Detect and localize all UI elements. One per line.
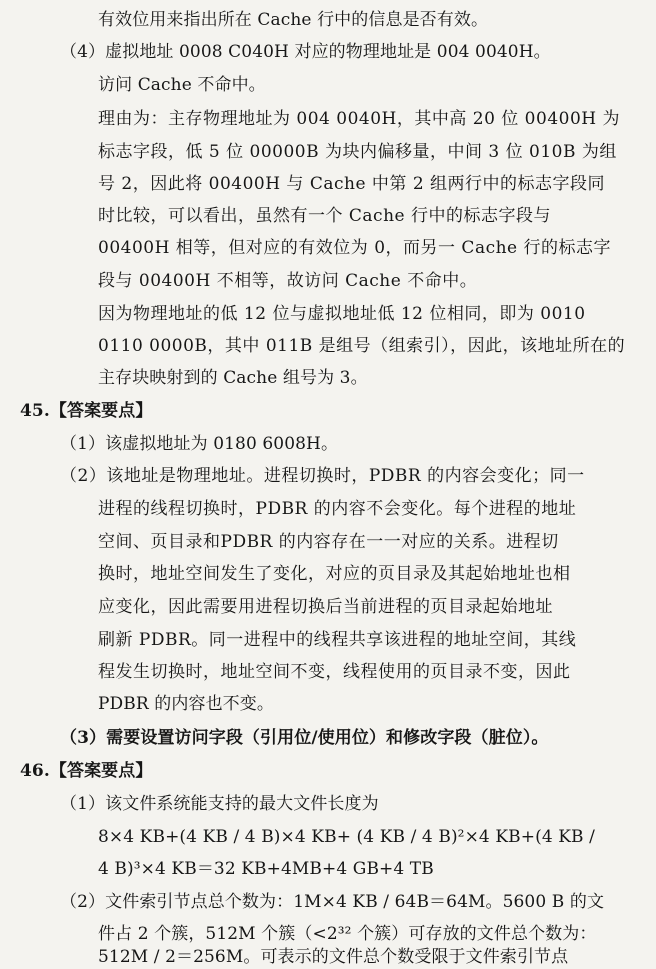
answer-45-heading: 45.【答案要点】 [20, 401, 153, 421]
text-line-18: 换时，地址空间发生了变化，对应的页目录及其起始地址也相 [98, 564, 571, 584]
text-line-1: 有效位用来指出所在 Cache 行中的信息是否有效。 [98, 10, 489, 30]
answer-45-item-2: （2）该地址是物理地址。进程切换时，PDBR 的内容会变化；同一 [60, 466, 585, 486]
text-line-17: 空间、页目录和PDBR 的内容存在一一对应的关系。进程切 [98, 532, 559, 552]
text-line-6: 号 2，因此将 00400H 与 Cache 中第 2 组两行中的标志字段同 [98, 174, 606, 194]
text-line-30: 512M / 2＝256M。可表示的文件总个数受限于文件索引节点 [98, 947, 569, 967]
answer-46-heading: 46.【答案要点】 [20, 761, 153, 781]
formula-line-2: 4 B)³×4 KB＝32 KB+4MB+4 GB+4 TB [98, 859, 434, 879]
item-4-heading: （4）虚拟地址 0008 C040H 对应的物理地址是 004 0040H。 [60, 42, 551, 62]
text-line-7: 时比较，可以看出，虽然有一个 Cache 行中的标志字段与 [98, 206, 551, 226]
text-line-16: 进程的线程切换时，PDBR 的内容不会变化。每个进程的地址 [98, 499, 577, 519]
text-line-4: 理由为：主存物理地址为 004 0040H，其中高 20 位 00400H 为 [98, 109, 620, 129]
text-line-21: 程发生切换时，地址空间不变，线程使用的页目录不变，因此 [98, 662, 571, 682]
text-line-20: 刷新 PDBR。同一进程中的线程共享该进程的地址空间，其线 [98, 630, 577, 650]
text-line-22: PDBR 的内容也不变。 [98, 694, 274, 714]
answer-45-item-1: （1）该虚拟地址为 0180 6008H。 [60, 434, 339, 454]
text-line-29: 件占 2 个簇，512M 个簇（<2³² 个簇）可存放的文件总个数为： [98, 924, 597, 944]
formula-line-1: 8×4 KB+(4 KB / 4 B)×4 KB+ (4 KB / 4 B)²×4 KB+(4 KB / [98, 827, 595, 847]
text-line-3: 访问 Cache 不命中。 [98, 75, 266, 95]
answer-45-item-3: （3）需要设置访问字段（引用位/使用位）和修改字段（脏位）。 [60, 728, 549, 748]
text-line-8: 00400H 相等，但对应的有效位为 0，而另一 Cache 行的标志字 [98, 238, 612, 258]
text-line-10: 因为物理地址的低 12 位与虚拟地址低 12 位相同，即为 0010 [98, 304, 586, 324]
text-line-11: 0110 0000B，其中 011B 是组号（组索引），因此，该地址所在的 [98, 336, 626, 356]
text-line-9: 段与 00400H 不相等，故访问 Cache 不命中。 [98, 271, 478, 291]
text-line-5: 标志字段，低 5 位 00000B 为块内偏移量，中间 3 位 010B 为组 [98, 142, 617, 162]
answer-46-item-2: （2）文件索引节点总个数为：1M×4 KB / 64B＝64M。5600 B 的文 [60, 892, 605, 912]
text-line-12: 主存块映射到的 Cache 组号为 3。 [98, 368, 368, 388]
answer-46-item-1: （1）该文件系统能支持的最大文件长度为 [60, 794, 379, 814]
text-line-19: 应变化，因此需要用进程切换后当前进程的页目录起始地址 [98, 597, 553, 617]
